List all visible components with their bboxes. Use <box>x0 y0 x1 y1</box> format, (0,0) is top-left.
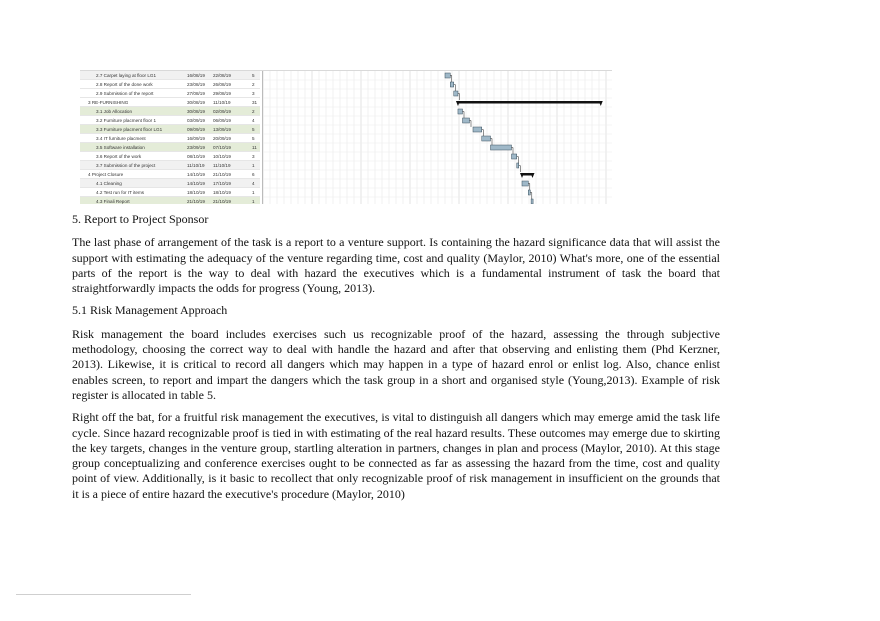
gantt-cell-start: 27/08/19 <box>187 91 205 96</box>
paragraph-report: The last phase of arrangement of the task is a report to a venture support. Is containing the hazard significance data that will assist the support with estimating the adequacy of the venture regarding time, cost and quality (Maylor, 2010) What's more, one of the essential parts of the report is the way to deal with hazard the executives which is a fundamental instrument of task the board that straightforwardly impacts the odds for progress (Young, 2013). <box>72 235 720 296</box>
gantt-cell-start: 30/08/19 <box>187 100 205 105</box>
gantt-cell-end: 20/09/19 <box>213 136 231 141</box>
gantt-cell-start: 08/10/19 <box>187 154 205 159</box>
gantt-cell-name: 4.2 Test run for IT items <box>96 190 145 195</box>
gantt-task-bar <box>528 190 530 195</box>
gantt-cell-start: 23/09/19 <box>187 145 205 150</box>
gantt-cell-name: 4.1 Cleaning <box>96 181 122 186</box>
gantt-row <box>80 71 260 80</box>
gantt-cell-end: 07/10/19 <box>213 145 231 150</box>
gantt-task-bar <box>463 118 470 123</box>
gantt-cell-end: 22/08/19 <box>213 73 231 78</box>
gantt-cell-end: 10/10/19 <box>213 154 231 159</box>
gantt-task-bar <box>522 181 528 186</box>
gantt-cell-start: 16/08/19 <box>187 73 205 78</box>
gantt-cell-start: 03/09/19 <box>187 118 205 123</box>
gantt-cell-dur: 3 <box>252 91 255 96</box>
gantt-task-bar <box>517 163 519 168</box>
gantt-cell-end: 21/10/19 <box>213 199 231 204</box>
gantt-cell-dur: 5 <box>252 127 255 132</box>
heading-risk-management-approach: 5.1 Risk Management Approach <box>72 303 228 318</box>
gantt-task-bar <box>491 145 512 150</box>
gantt-cell-end: 11/10/19 <box>213 163 231 168</box>
gantt-task-bar <box>531 199 533 204</box>
gantt-cell-name: 3 RE-FURNISHING <box>88 100 129 105</box>
gantt-cell-name: 3.2 Furniture placment floor 1 <box>96 118 157 123</box>
gantt-cell-name: 3.5 Software installation <box>96 145 145 150</box>
paragraph-risk-identification: Right off the bat, for a fruitful risk management the executives, is vital to distinguish all dangers which may emerge amid the task life cycle. Since hazard recognizable proof is tied in with estimating of the real hazard results. These outcomes may emerge due to skirting the key targets, changes in the venture group, startling alteration in partners, changes in plan and process (Maylor, 2010). At this stage group conceptualizing and conference exercises ought to be connected as far as assessing the hazard from the time, cost and quality point of view. Additionally, is it basic to recollect that only recognizable proof of risk management in insufficient on the grounds that it is a piece of entire hazard the executive's procedure (Maylor, 2010) <box>72 410 720 501</box>
gantt-row <box>80 125 260 134</box>
gantt-cell-end: 17/10/19 <box>213 181 231 186</box>
gantt-cell-end: 02/09/19 <box>213 109 231 114</box>
gantt-cell-dur: 4 <box>252 181 255 186</box>
gantt-cell-dur: 2 <box>252 82 255 87</box>
gantt-cell-start: 14/10/19 <box>187 172 205 177</box>
document-body <box>72 212 720 509</box>
gantt-cell-name: 3.7 Submission of the project <box>96 163 156 168</box>
gantt-task-bar <box>458 109 463 114</box>
gantt-cell-dur: 31 <box>252 100 258 105</box>
gantt-cell-end: 13/09/19 <box>213 127 231 132</box>
gantt-task-bar <box>454 91 458 96</box>
gantt-cell-name: 3.1 Job Allocation <box>96 109 133 114</box>
gantt-summary-bar <box>458 101 601 104</box>
gantt-row <box>80 116 260 125</box>
gantt-row <box>80 143 260 152</box>
gantt-row <box>80 188 260 197</box>
gantt-cell-end: 21/10/19 <box>213 172 231 177</box>
gantt-cell-start: 11/10/19 <box>187 163 205 168</box>
heading-report-to-sponsor: 5. Report to Project Sponsor <box>72 212 209 226</box>
gantt-cell-name: 2.8 Report of the done work <box>96 82 153 87</box>
gantt-cell-name: 4 Project Closure <box>88 172 124 177</box>
gantt-cell-start: 16/09/19 <box>187 136 205 141</box>
gantt-cell-name: 2.7 Carpet laying at floor LG1 <box>96 73 157 78</box>
gantt-cell-start: 23/08/19 <box>187 82 205 87</box>
gantt-task-table <box>80 71 260 204</box>
gantt-cell-name: 2.9 Submission of the report <box>96 91 154 96</box>
gantt-cell-start: 30/08/19 <box>187 109 205 114</box>
gantt-cell-name: 3.3 Furniture placment floor LG1 <box>96 127 163 132</box>
gantt-cell-start: 18/10/19 <box>187 190 205 195</box>
gantt-cell-dur: 11 <box>252 145 257 150</box>
gantt-row <box>80 134 260 143</box>
gantt-cell-name: 4.3 Finali Report <box>96 199 130 204</box>
gantt-task-bar <box>473 127 482 132</box>
gantt-row <box>80 197 260 204</box>
gantt-cell-dur: 1 <box>252 163 255 168</box>
gantt-task-bar <box>512 154 517 159</box>
gantt-cell-dur: 3 <box>252 154 255 159</box>
gantt-cell-start: 09/09/19 <box>187 127 205 132</box>
gantt-cell-end: 06/09/19 <box>213 118 231 123</box>
gantt-row <box>80 170 260 179</box>
gantt-row <box>80 80 260 89</box>
gantt-cell-end: 11/10/19 <box>213 100 231 105</box>
paragraph-risk-management: Risk management the board includes exercises such us recognizable proof of the hazard, assessing the through subjective methodology, choosing the correct way to deal with handle the hazard and after that observing and enlisting them (Phd Kerzner, 2013). Likewise, it is critical to record all dangers which may happen in a type of hazard enrol or enlist log. Also, chance enlist enables screen, to report and impart the dangers which the task group in a short and organised style (Young,2013). Example of risk register is allocated in table 5. <box>72 326 720 402</box>
gantt-task-bar <box>482 136 491 141</box>
gantt-task-bar <box>445 73 450 78</box>
gantt-row <box>80 98 260 107</box>
gantt-row <box>80 107 260 116</box>
gantt-cell-dur: 4 <box>252 118 255 123</box>
gantt-cell-name: 3.4 IT furniture placment <box>96 136 146 141</box>
gantt-row <box>80 179 260 188</box>
gantt-row <box>80 152 260 161</box>
gantt-cell-end: 29/08/19 <box>213 91 231 96</box>
footnote-divider <box>16 594 191 595</box>
gantt-cell-dur: 1 <box>252 199 255 204</box>
gantt-cell-start: 21/10/19 <box>187 199 205 204</box>
gantt-timeline <box>262 71 612 204</box>
gantt-chart-screenshot <box>80 70 612 204</box>
gantt-row <box>80 161 260 170</box>
gantt-row <box>80 89 260 98</box>
gantt-cell-dur: 5 <box>252 136 255 141</box>
gantt-task-bar <box>450 82 454 87</box>
gantt-cell-end: 18/10/19 <box>213 190 231 195</box>
gantt-cell-name: 3.6 Report of the work <box>96 154 142 159</box>
gantt-cell-dur: 6 <box>252 172 255 177</box>
gantt-cell-start: 14/10/19 <box>187 181 205 186</box>
gantt-cell-dur: 5 <box>252 73 255 78</box>
gantt-cell-dur: 2 <box>252 109 255 114</box>
gantt-cell-dur: 1 <box>252 190 255 195</box>
gantt-cell-end: 26/08/19 <box>213 82 231 87</box>
